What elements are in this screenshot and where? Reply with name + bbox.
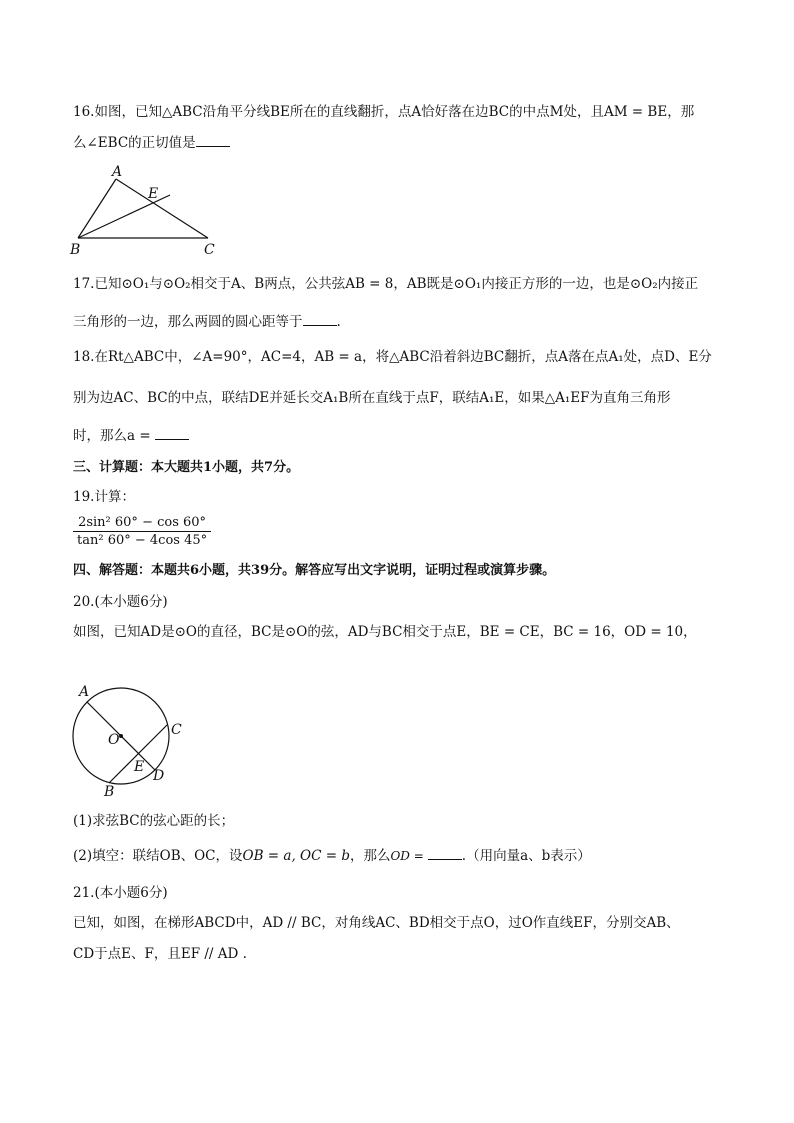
q18-line3-text: 时，那么a = <box>73 428 151 444</box>
q17-answer-blank <box>303 311 337 326</box>
center-point <box>119 734 123 738</box>
q19-fraction <box>73 515 211 548</box>
q18-answer-blank <box>155 425 189 440</box>
q19-numerator: 2sin² 60° − cos 60° <box>73 515 211 532</box>
q17-line1: 17.已知⊙O₁与⊙O₂相交于A、B两点，公共弦AB = 8，AB既是⊙O₁内接正方形的一边，也是⊙O₂内接正 <box>73 276 699 292</box>
q18-line3 <box>73 425 189 446</box>
label-e: E <box>134 759 145 775</box>
q16-answer-blank <box>196 132 230 147</box>
label-e: E <box>148 186 159 202</box>
q18-line1: 18.在Rt△ABC中，∠A=90°，AC=4，AB = a，将△ABC沿着斜边BC翻折，点A落在点A₁处，点D、E分 <box>73 349 712 365</box>
q20-vector-od: OD = <box>390 849 424 863</box>
q16-line2-text: 么∠EBC的正切值是 <box>73 135 196 151</box>
q16-line1: 16.如图，已知△ABC沿角平分线BE所在的直线翻折，点A恰好落在边BC的中点M处，且AM = BE，那 <box>73 104 695 120</box>
q20-circle-figure <box>66 680 196 800</box>
q20-part2-text-a: (2)填空：联结OB、OC，设 <box>73 848 243 864</box>
label-o: O <box>108 732 120 748</box>
label-b: B <box>104 784 115 800</box>
side-ac <box>116 179 208 238</box>
label-d: D <box>153 768 165 784</box>
q20-vector-definition: OB = a, OC = b <box>242 848 350 864</box>
label-c: C <box>204 242 215 257</box>
q21-line1: 已知，如图，在梯形ABCD中，AD // BC，对角线AC、BD相交于点O，过O作直线EF，分别交AB、 <box>73 915 680 931</box>
q20-part1: (1)求弦BC的弦心距的长； <box>73 813 235 829</box>
q16-line2 <box>73 132 230 153</box>
q19-label: 19.计算： <box>73 489 135 505</box>
section-4-heading: 四、解答题：本题共6小题，共39分。解答应写出文字说明，证明过程或演算步骤。 <box>73 563 556 578</box>
q17-line2-text: 三角形的一边，那么两圆的圆心距等于 <box>73 314 303 330</box>
label-a: A <box>79 684 90 700</box>
q20-part2-text-c: .（用向量a、b表示） <box>461 848 591 864</box>
q17-period: . <box>336 314 341 330</box>
label-a: A <box>112 164 123 180</box>
q18-line2: 别为边AC、BC的中点，联结DE并延长交A₁B所在直线于点F，联结A₁E，如果△A₁EF为直角三角形 <box>73 390 671 406</box>
q20-line1: 如图，已知AD是⊙O的直径，BC是⊙O的弦，AD与BC相交于点E，BE = CE，BC = 16，OD = 10， <box>73 624 697 640</box>
q21-label: 21.(本小题6分) <box>73 885 168 901</box>
label-c: C <box>171 722 182 738</box>
q20-answer-blank <box>428 845 462 860</box>
q20-label: 20.(本小题6分) <box>73 594 168 610</box>
q16-triangle-figure <box>66 162 226 257</box>
q21-line2: CD于点E、F，且EF // AD . <box>73 946 247 962</box>
q20-part2 <box>73 845 591 866</box>
q20-part2-text-b: ，那么 <box>349 848 391 864</box>
label-b: B <box>70 242 81 257</box>
section-3-heading: 三、计算题：本大题共1小题，共7分。 <box>73 460 300 475</box>
q17-line2 <box>73 311 341 332</box>
q19-denominator: tan² 60° − 4cos 45° <box>77 533 208 548</box>
